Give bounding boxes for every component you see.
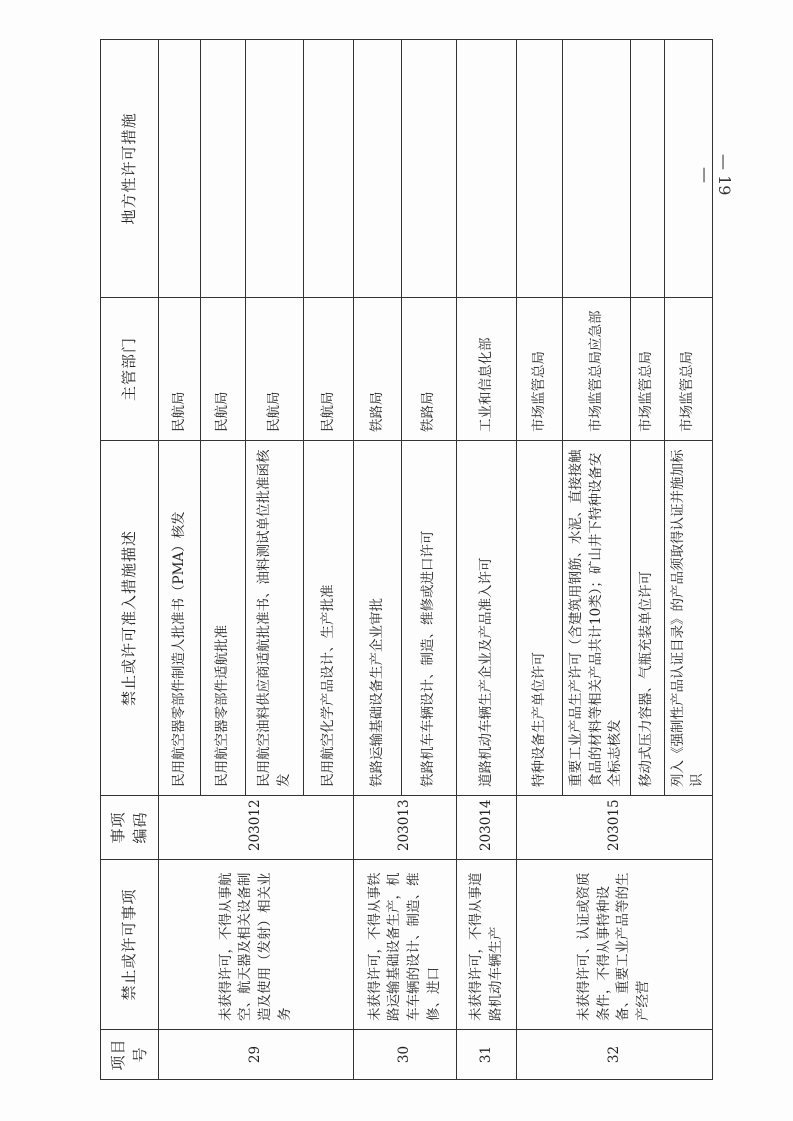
project-no: 32	[517, 1030, 713, 1080]
table-row	[159, 40, 201, 1080]
local-measure-cell	[457, 40, 517, 298]
measure-dept: 铁路局	[402, 298, 457, 441]
local-measure-cell	[159, 40, 201, 298]
measure-dept: 民航局	[246, 298, 304, 441]
header-item: 禁止或许可事项	[101, 860, 159, 1030]
item-code: 203015	[517, 796, 713, 860]
item-text: 未获得许可，不得从事航空、航天器及相关设备制造及使用（发射）相关业务	[159, 860, 354, 1030]
table-row	[354, 40, 402, 1080]
measure-desc: 民用航空器零部件适航批准	[201, 441, 246, 796]
measure-dept: 民航局	[304, 298, 354, 441]
permit-table	[100, 39, 713, 1080]
measure-desc: 移动式压力容器、气瓶充装单位许可	[630, 441, 664, 796]
measure-dept: 民航局	[159, 298, 201, 441]
item-text: 未获得许可，不得从事铁路运输基础设备生产，机车车辆的设计、制造、维修、进口	[354, 860, 457, 1030]
local-measure-cell	[630, 40, 664, 298]
measure-desc: 重要工业产品生产许可（含建筑用钢筋、水泥、直接接触食品的材料等相关产品共计10类）；矿山井下特种设备安全标志核发	[563, 441, 631, 796]
measure-desc: 特种设备生产单位许可	[517, 441, 563, 796]
measure-desc: 铁路运输基础设备生产企业审批	[354, 441, 402, 796]
item-code: 203012	[159, 796, 354, 860]
measure-desc: 铁路机车车辆设计、制造、维修或进口许可	[402, 441, 457, 796]
measure-dept: 市场监管总局	[664, 298, 712, 441]
measure-dept: 民航局	[201, 298, 246, 441]
table-header-row	[101, 40, 159, 1080]
header-project-no: 项目号	[101, 1030, 159, 1080]
rotated-table-sheet	[100, 40, 706, 1080]
local-measure-cell	[354, 40, 402, 298]
measure-desc: 民用航空器零部件制造人批准书（PMA）核发	[159, 441, 201, 796]
measure-dept: 工业和信息化部	[457, 298, 517, 441]
measure-desc: 民用航空油料供应商适航批准书、油料测试单位批准函核发	[246, 441, 304, 796]
measure-dept: 市场监管总局	[517, 298, 563, 441]
local-measure-cell	[304, 40, 354, 298]
header-local-measures: 地方性许可措施	[101, 40, 159, 298]
item-code: 203013	[354, 796, 457, 860]
item-text: 未获得许可，不得从事道路机动车辆生产	[457, 860, 517, 1030]
page-number: — 19 —	[696, 154, 734, 196]
local-measure-cell	[201, 40, 246, 298]
local-measure-cell	[517, 40, 563, 298]
measure-dept: 铁路局	[354, 298, 402, 441]
measure-desc: 道路机动车辆生产企业及产品准入许可	[457, 441, 517, 796]
measure-desc: 民用航空化学产品设计、生产批准	[304, 441, 354, 796]
table-row	[457, 40, 517, 1080]
project-no: 30	[354, 1030, 457, 1080]
table-row	[517, 40, 563, 1080]
measure-dept: 市场监管总局应急部	[563, 298, 631, 441]
header-description: 禁止或许可准入措施描述	[101, 441, 159, 796]
local-measure-cell	[402, 40, 457, 298]
local-measure-cell	[246, 40, 304, 298]
measure-desc: 列入《强制性产品认证目录》的产品须取得认证并施加标识	[664, 441, 712, 796]
local-measure-cell	[563, 40, 631, 298]
header-department: 主管部门	[101, 298, 159, 441]
project-no: 31	[457, 1030, 517, 1080]
measure-dept: 市场监管总局	[630, 298, 664, 441]
item-code: 203014	[457, 796, 517, 860]
item-text: 未获得许可、认证或资质条件，不得从事特种设备、重要工业产品等的生产经营	[517, 860, 713, 1030]
project-no: 29	[159, 1030, 354, 1080]
header-code: 事项编码	[101, 796, 159, 860]
